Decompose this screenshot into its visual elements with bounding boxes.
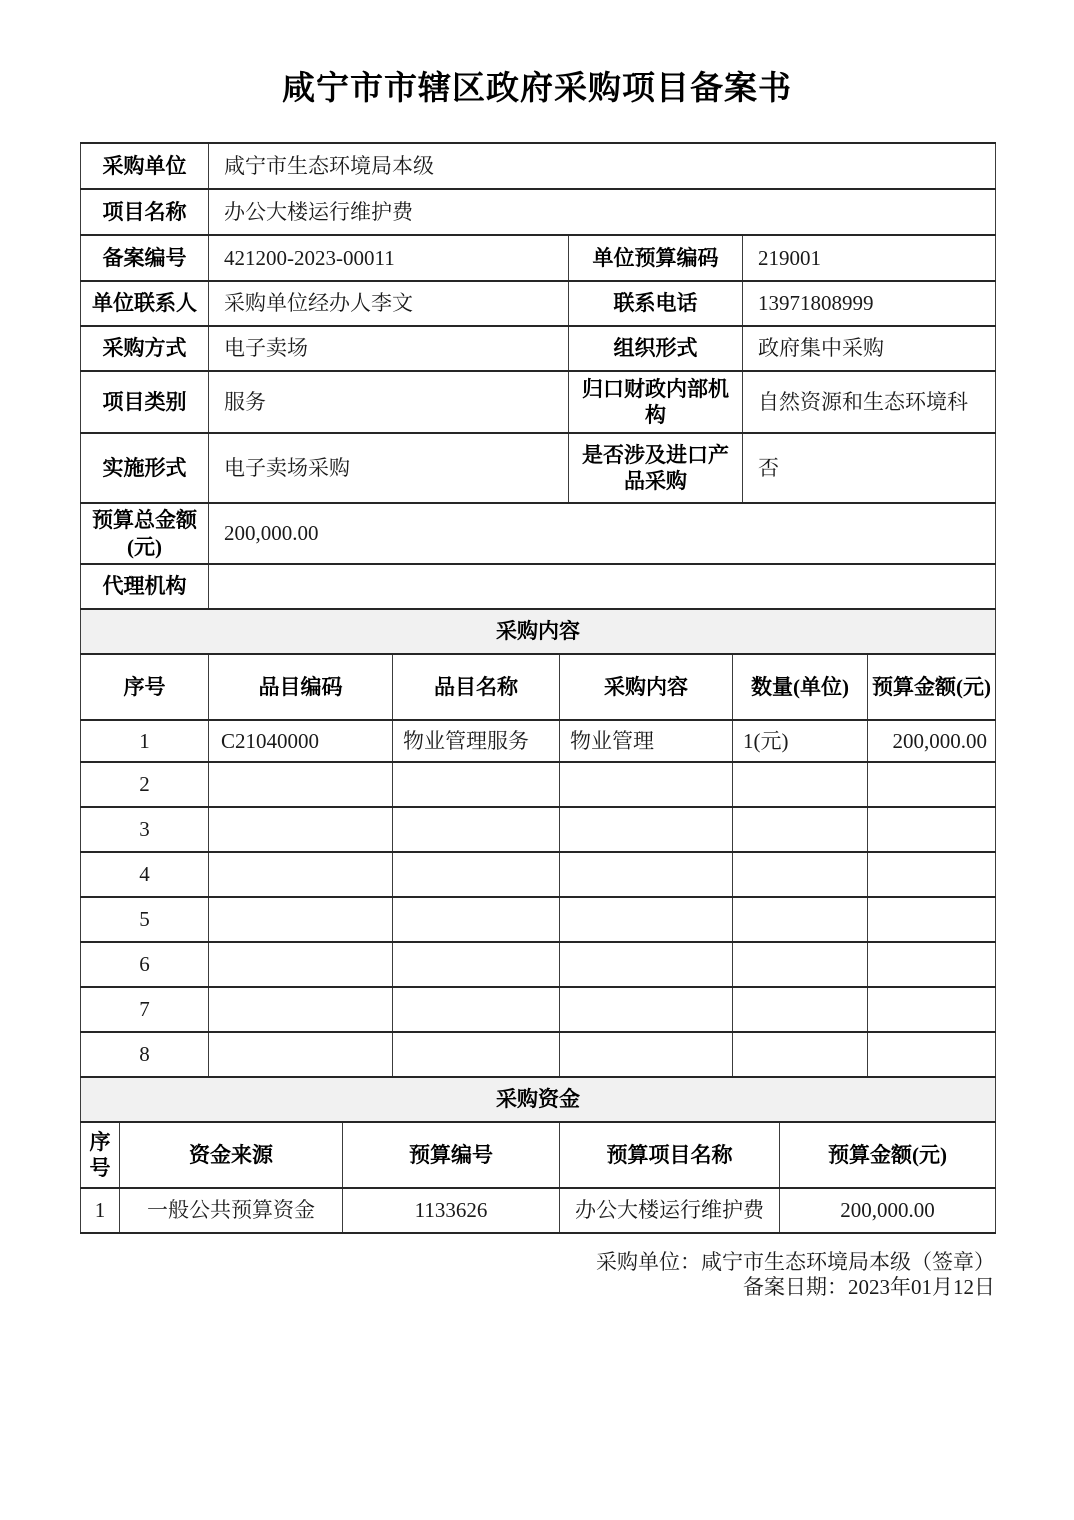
footer-block bbox=[80, 1250, 995, 1299]
form-body bbox=[80, 142, 995, 1234]
info-label: 项目类别 bbox=[81, 371, 209, 433]
info-value: 219001 bbox=[743, 235, 996, 281]
info-value bbox=[209, 564, 996, 609]
table-cell-code: C21040000 bbox=[209, 720, 393, 762]
table-cell bbox=[868, 942, 996, 987]
content-table bbox=[80, 608, 996, 1078]
info-value: 电子卖场采购 bbox=[209, 433, 569, 503]
table-row bbox=[81, 189, 996, 235]
table-cell bbox=[868, 852, 996, 897]
info-label: 单位联系人 bbox=[81, 281, 209, 326]
table-row bbox=[81, 897, 996, 942]
info-label: 归口财政内部机构 bbox=[569, 371, 743, 433]
info-label: 是否涉及进口产品采购 bbox=[569, 433, 743, 503]
table-cell bbox=[209, 942, 393, 987]
table-row bbox=[81, 762, 996, 807]
table-cell bbox=[733, 807, 868, 852]
table-cell-name: 物业管理服务 bbox=[393, 720, 560, 762]
table-cell bbox=[868, 807, 996, 852]
info-value: 13971808999 bbox=[743, 281, 996, 326]
table-cell bbox=[209, 987, 393, 1032]
table-row bbox=[81, 564, 996, 609]
table-cell bbox=[393, 897, 560, 942]
column-header: 品目编码 bbox=[209, 654, 393, 720]
table-cell-no: 2 bbox=[81, 762, 209, 807]
table-row bbox=[81, 235, 996, 281]
table-cell-no: 1 bbox=[81, 1188, 120, 1233]
table-row bbox=[81, 852, 996, 897]
table-row bbox=[81, 371, 996, 433]
info-value: 服务 bbox=[209, 371, 569, 433]
table-cell bbox=[560, 807, 733, 852]
table-header-row bbox=[81, 654, 996, 720]
table-cell bbox=[393, 942, 560, 987]
table-cell-no: 5 bbox=[81, 897, 209, 942]
table-cell bbox=[733, 1032, 868, 1077]
info-value: 电子卖场 bbox=[209, 326, 569, 371]
table-cell-no: 3 bbox=[81, 807, 209, 852]
table-cell-amount: 200,000.00 bbox=[868, 720, 996, 762]
info-value: 办公大楼运行维护费 bbox=[209, 189, 996, 235]
column-header: 序号 bbox=[81, 1122, 120, 1188]
info-label: 实施形式 bbox=[81, 433, 209, 503]
table-cell bbox=[560, 897, 733, 942]
column-header: 预算编号 bbox=[343, 1122, 560, 1188]
info-value: 采购单位经办人李文 bbox=[209, 281, 569, 326]
table-row bbox=[81, 433, 996, 503]
table-cell bbox=[393, 1032, 560, 1077]
footer-date-line: 备案日期：2023年01月12日 bbox=[743, 1274, 995, 1299]
table-cell bbox=[393, 852, 560, 897]
table-cell-no: 4 bbox=[81, 852, 209, 897]
info-value: 自然资源和生态环境科 bbox=[743, 371, 996, 433]
page-title: 咸宁市市辖区政府采购项目备案书 bbox=[282, 71, 792, 107]
table-row bbox=[81, 942, 996, 987]
table-cell bbox=[393, 762, 560, 807]
section-title-content: 采购内容 bbox=[81, 609, 996, 654]
table-cell bbox=[733, 762, 868, 807]
table-cell-content: 物业管理 bbox=[560, 720, 733, 762]
table-cell bbox=[209, 807, 393, 852]
table-cell bbox=[560, 762, 733, 807]
table-row bbox=[81, 1077, 996, 1122]
table-cell bbox=[560, 852, 733, 897]
table-cell bbox=[560, 987, 733, 1032]
table-cell bbox=[209, 1032, 393, 1077]
table-cell-no: 8 bbox=[81, 1032, 209, 1077]
table-cell bbox=[209, 762, 393, 807]
column-header: 预算项目名称 bbox=[560, 1122, 780, 1188]
table-cell-project: 办公大楼运行维护费 bbox=[560, 1188, 780, 1233]
table-row bbox=[81, 143, 996, 189]
table-header-row bbox=[81, 1122, 996, 1188]
table-cell bbox=[733, 852, 868, 897]
column-header: 品目名称 bbox=[393, 654, 560, 720]
info-label: 项目名称 bbox=[81, 189, 209, 235]
info-label: 采购方式 bbox=[81, 326, 209, 371]
info-label: 采购单位 bbox=[81, 143, 209, 189]
table-row bbox=[81, 1032, 996, 1077]
info-label: 组织形式 bbox=[569, 326, 743, 371]
info-value: 政府集中采购 bbox=[743, 326, 996, 371]
table-cell-no: 7 bbox=[81, 987, 209, 1032]
info-label: 联系电话 bbox=[569, 281, 743, 326]
table-cell bbox=[868, 762, 996, 807]
table-cell-no: 1 bbox=[81, 720, 209, 762]
info-label: 备案编号 bbox=[81, 235, 209, 281]
column-header: 预算金额(元) bbox=[868, 654, 996, 720]
footer-sign-line: 采购单位：咸宁市生态环境局本级（签章） bbox=[596, 1250, 995, 1274]
table-cell bbox=[733, 987, 868, 1032]
info-value: 200,000.00 bbox=[209, 503, 996, 564]
info-value: 421200-2023-00011 bbox=[209, 235, 569, 281]
info-label: 代理机构 bbox=[81, 564, 209, 609]
info-value: 否 bbox=[743, 433, 996, 503]
table-row bbox=[81, 503, 996, 564]
table-cell-budget-no: 1133626 bbox=[343, 1188, 560, 1233]
info-value: 咸宁市生态环境局本级 bbox=[209, 143, 996, 189]
table-cell bbox=[733, 942, 868, 987]
table-cell bbox=[393, 807, 560, 852]
table-row bbox=[81, 987, 996, 1032]
table-cell bbox=[560, 1032, 733, 1077]
info-table bbox=[80, 142, 996, 610]
table-row bbox=[81, 326, 996, 371]
funds-table bbox=[80, 1076, 996, 1234]
column-header: 采购内容 bbox=[560, 654, 733, 720]
table-row bbox=[81, 281, 996, 326]
info-label: 单位预算编码 bbox=[569, 235, 743, 281]
table-cell bbox=[393, 987, 560, 1032]
column-header: 资金来源 bbox=[120, 1122, 343, 1188]
table-cell bbox=[868, 987, 996, 1032]
table-cell-no: 6 bbox=[81, 942, 209, 987]
table-cell-amount: 200,000.00 bbox=[780, 1188, 996, 1233]
table-cell-source: 一般公共预算资金 bbox=[120, 1188, 343, 1233]
table-row bbox=[81, 807, 996, 852]
column-header: 序号 bbox=[81, 654, 209, 720]
table-cell bbox=[209, 852, 393, 897]
table-row bbox=[81, 720, 996, 762]
table-cell bbox=[868, 1032, 996, 1077]
table-cell bbox=[209, 897, 393, 942]
column-header: 数量(单位) bbox=[733, 654, 868, 720]
table-cell bbox=[560, 942, 733, 987]
table-cell bbox=[733, 897, 868, 942]
column-header: 预算金额(元) bbox=[780, 1122, 996, 1188]
table-cell-qty: 1(元) bbox=[733, 720, 868, 762]
info-label: 预算总金额(元) bbox=[81, 503, 209, 564]
table-row bbox=[81, 1188, 996, 1233]
table-cell bbox=[868, 897, 996, 942]
section-title-funds: 采购资金 bbox=[81, 1077, 996, 1122]
table-row bbox=[81, 609, 996, 654]
